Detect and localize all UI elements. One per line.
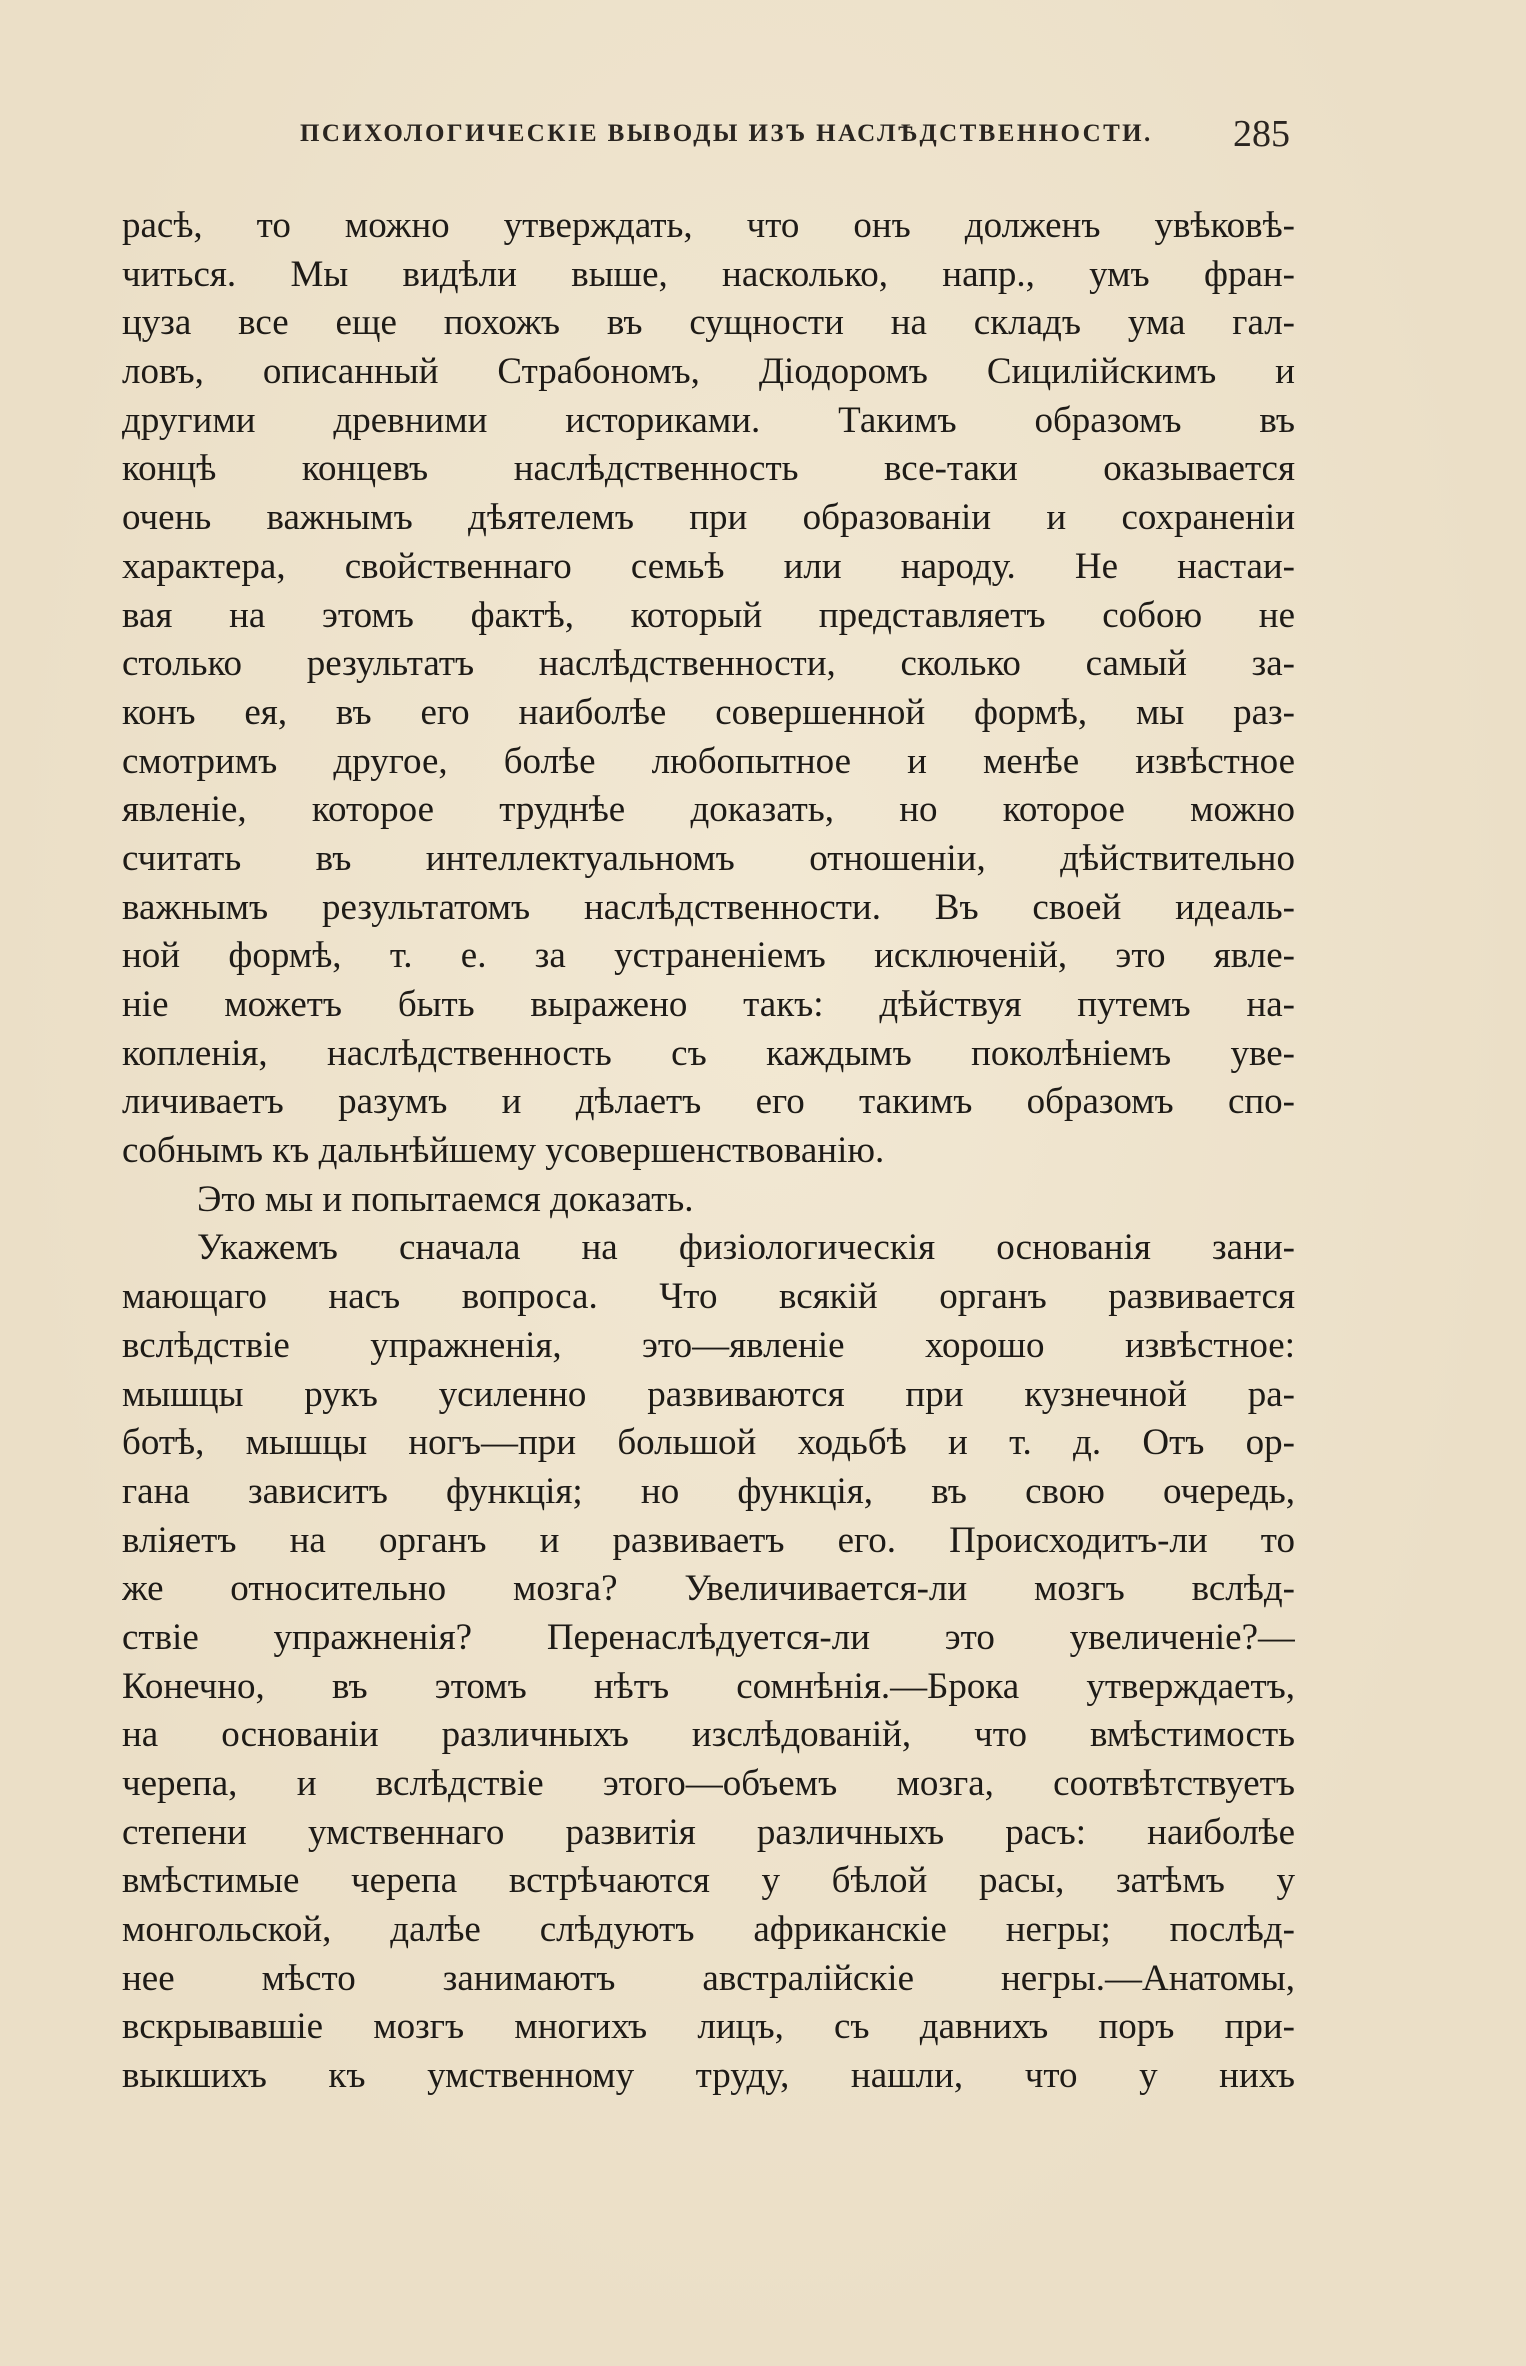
body-text	[122, 202, 1295, 2101]
text-line: очень важнымъ дѣятелемъ при образованіи и сохраненіи	[122, 497, 1295, 539]
text-line: расѣ, то можно утверждать, что онъ долженъ увѣковѣ-	[122, 205, 1295, 246]
text-line: концѣ концевъ наслѣдственность все-таки оказывается	[122, 448, 1295, 490]
text-line: конъ ея, въ его наиболѣе совершенной формѣ, мы раз-	[122, 691, 1295, 733]
text-line: вскрывавшіе мозгъ многихъ лицъ, съ давнихъ поръ при-	[122, 2006, 1295, 2048]
text-line: вмѣстимые черепа встрѣчаются у бѣлой расы, затѣмъ у	[122, 1860, 1295, 1902]
text-line: собнымъ къ дальнѣйшему усовершенствованію.	[122, 1130, 885, 1172]
text-line: ботѣ, мышцы ногъ—при большой ходьбѣ и т. д. Отъ ор-	[122, 1422, 1295, 1464]
text-line: копленія, наслѣдственность съ каждымъ поколѣніемъ уве-	[122, 1032, 1295, 1074]
running-head	[300, 112, 1290, 162]
text-line: Это мы и попытаемся доказать.	[197, 1178, 694, 1220]
text-line: же относительно мозга? Увеличивается-ли мозгъ вслѣд-	[122, 1568, 1295, 1610]
text-line: вслѣдствіе упражненія, это—явленіе хорошо извѣстное:	[122, 1324, 1295, 1366]
text-line: Укажемъ сначала на физіологическія основанія зани-	[197, 1227, 1295, 1269]
text-line: другими древними историками. Такимъ образомъ въ	[122, 399, 1295, 441]
text-line: явленіе, которое труднѣе доказать, но которое можно	[122, 789, 1295, 831]
page-number: 285	[1233, 113, 1290, 155]
text-line: читься. Мы видѣли выше, насколько, напр., умъ фран-	[122, 253, 1295, 295]
text-line: считать въ интеллектуальномъ отношеніи, дѣйствительно	[122, 837, 1295, 879]
text-line: важнымъ результатомъ наслѣдственности. Въ своей идеаль-	[122, 886, 1295, 928]
text-line: монгольской, далѣе слѣдуютъ африканскіе негры; послѣд-	[122, 1909, 1295, 1951]
text-line: ловъ, описанный Страбономъ, Діодоромъ Сицилійскимъ и	[122, 351, 1295, 393]
text-line: на основаніи различныхъ изслѣдованій, что вмѣстимость	[122, 1714, 1295, 1756]
text-line: вліяетъ на органъ и развиваетъ его. Происходитъ-ли то	[122, 1519, 1295, 1561]
text-line: вая на этомъ фактѣ, который представляетъ собою не	[122, 594, 1295, 636]
text-line: характера, свойственнаго семьѣ или народу. Не настаи-	[122, 545, 1295, 587]
text-line: ніе можетъ быть выражено такъ: дѣйствуя путемъ на-	[122, 984, 1295, 1025]
text-line: степени умственнаго развитія различныхъ расъ: наиболѣе	[122, 1811, 1295, 1853]
text-line: ной формѣ, т. е. за устраненіемъ исключеній, это явле-	[122, 935, 1295, 977]
text-line: личиваетъ разумъ и дѣлаетъ его такимъ образомъ спо-	[122, 1081, 1295, 1123]
text-line: смотримъ другое, болѣе любопытное и менѣе извѣстное	[122, 740, 1295, 782]
text-line: цуза все еще похожъ въ сущности на складъ ума гал-	[122, 302, 1295, 344]
text-line: Конечно, въ этомъ нѣтъ сомнѣнія.—Брока утверждаетъ,	[122, 1665, 1295, 1707]
text-line: гана зависитъ функція; но функція, въ свою очередь,	[122, 1470, 1295, 1512]
running-title: ПСИХОЛОГИЧЕСКІЕ ВЫВОДЫ ИЗЪ НАСЛѢДСТВЕННОСТИ.	[300, 120, 1153, 147]
text-line: выкшихъ къ умственному труду, нашли, что у нихъ	[122, 2055, 1295, 2097]
text-line: нее мѣсто занимаютъ австралійскіе негры.—Анатомы,	[122, 1957, 1295, 1999]
text-line: столько результатъ наслѣдственности, сколько самый за-	[122, 643, 1295, 685]
text-line: черепа, и вслѣдствіе этого—объемъ мозга, соотвѣтствуетъ	[122, 1763, 1295, 1804]
text-line: мышцы рукъ усиленно развиваются при кузнечной ра-	[122, 1373, 1295, 1415]
text-line: мающаго насъ вопроса. Что всякій органъ развивается	[122, 1276, 1295, 1318]
text-line: ствіе упражненія? Перенаслѣдуется-ли это увеличеніе?—	[122, 1616, 1295, 1658]
